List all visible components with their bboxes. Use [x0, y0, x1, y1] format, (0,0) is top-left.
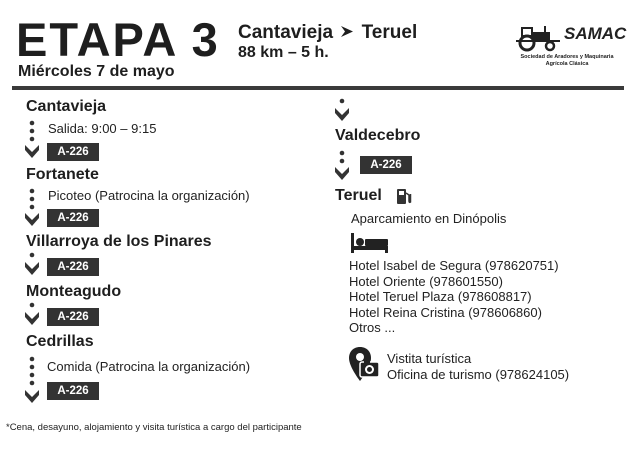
place-monteagudo: Monteagudo	[26, 283, 122, 300]
header-divider	[12, 86, 624, 90]
road-badge: A-226	[360, 156, 412, 174]
road-badge: A-226	[47, 308, 99, 326]
route	[238, 22, 417, 44]
bed-icon	[350, 232, 390, 254]
tour-info	[387, 351, 569, 382]
stage-title: ETAPA 3	[16, 13, 220, 66]
camera-pin-icon	[347, 345, 381, 387]
note-comida: Comida (Patrocina la organización)	[47, 359, 251, 374]
parking-info: Aparcamiento en Dinópolis	[351, 211, 507, 226]
hotel-list	[349, 258, 559, 336]
fuel-pump-icon	[396, 187, 412, 205]
route-dots-icon	[24, 120, 40, 160]
hotel-item: Hotel Oriente (978601550)	[349, 273, 503, 289]
route-dots-icon	[24, 188, 40, 228]
route-dots-icon	[334, 98, 350, 124]
road-badge: A-226	[47, 258, 99, 276]
place-cantavieja: Cantavieja	[26, 98, 107, 115]
hotel-item: Hotel Teruel Plaza (978608817)	[349, 289, 532, 304]
stage-date: Miércoles 7 de mayo	[18, 63, 175, 80]
note-picoteo: Picoteo (Patrocina la organización)	[48, 188, 250, 203]
road-badge: A-226	[47, 382, 99, 400]
tour-visit: Vistita turística	[387, 351, 472, 366]
route-from: Cantavieja	[238, 22, 334, 43]
note-salida: Salida: 9:00 – 9:15	[48, 121, 157, 136]
place-teruel: Teruel	[335, 187, 382, 204]
logo-name: SAMAC	[564, 24, 627, 43]
footnote: *Cena, desayuno, alojamiento y visita turística a cargo del participante	[6, 422, 302, 433]
route-dots-icon	[334, 150, 350, 184]
tourism-office: Oficina de turismo (978624105)	[387, 366, 570, 382]
place-valdecebro: Valdecebro	[335, 127, 421, 144]
route-arrow-icon	[340, 22, 354, 44]
route-distance: 88 km – 5 h.	[238, 44, 329, 61]
samac-logo	[512, 22, 627, 70]
tractor-icon	[514, 22, 564, 52]
hotel-item: Hotel Isabel de Segura (978620751)	[349, 258, 559, 273]
hotel-item: Otros ...	[349, 320, 396, 335]
route-dots-icon	[24, 302, 40, 328]
road-badge: A-226	[47, 143, 99, 161]
route-dots-icon	[24, 356, 40, 410]
route-to: Teruel	[361, 22, 418, 43]
road-badge: A-226	[47, 209, 99, 227]
logo-subtitle: Sociedad de Aradores y Maquinaria Agrícola Clásica	[520, 54, 614, 67]
route-dots-icon	[24, 252, 40, 278]
place-fortanete: Fortanete	[26, 166, 99, 183]
place-cedrillas: Cedrillas	[26, 333, 94, 350]
place-villarroya: Villarroya de los Pinares	[26, 233, 212, 250]
hotel-item: Hotel Reina Cristina (978606860)	[349, 304, 542, 320]
